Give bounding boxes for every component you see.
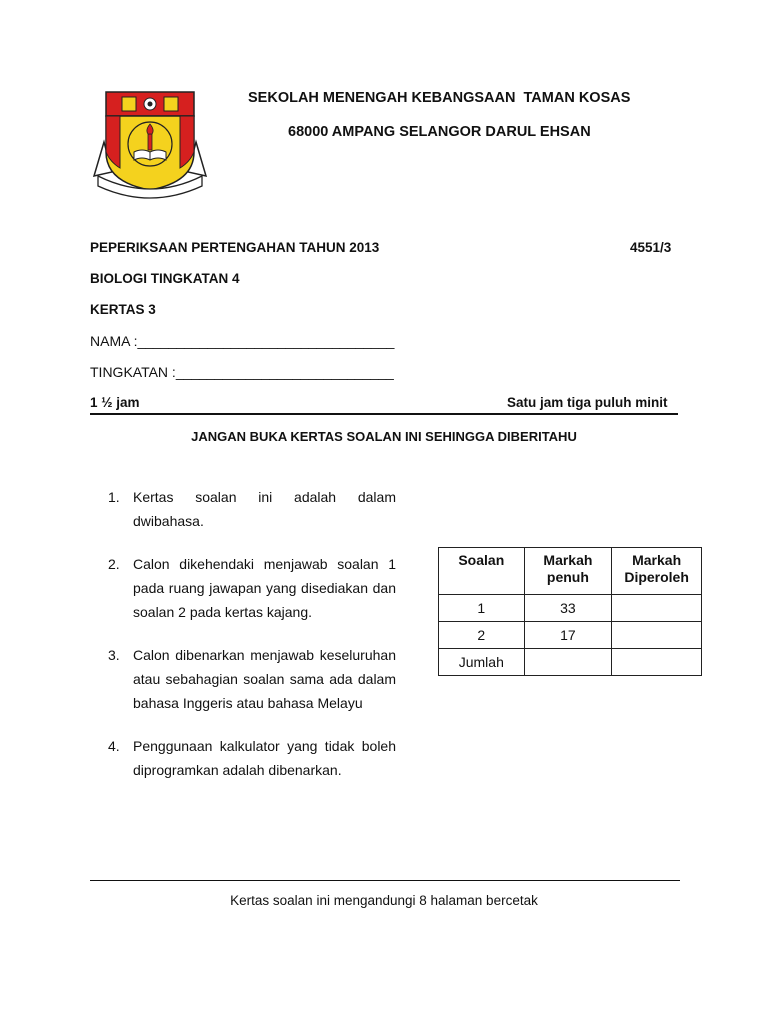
instruction-item	[108, 485, 396, 533]
duration: 1 ½ jam	[90, 395, 140, 410]
table-cell: 2	[439, 622, 525, 649]
paper-code: 4551/3	[630, 240, 672, 255]
subject-title: BIOLOGI TINGKATAN 4	[90, 271, 240, 286]
instruction-item	[108, 643, 396, 715]
name-blank: _________________________________	[137, 333, 395, 349]
school-address: 68000 AMPANG SELANGOR DARUL EHSAN	[288, 124, 591, 140]
header-markah-penuh: Markah penuh	[524, 548, 612, 595]
instruction-number: 1.	[108, 489, 120, 505]
instruction-number: 2.	[108, 556, 120, 572]
school-crest-logo	[90, 90, 210, 200]
do-not-open-warning: JANGAN BUKA KERTAS SOALAN INI SEHINGGA DIBERITAHU	[191, 429, 577, 444]
header-divider	[90, 413, 678, 415]
table-cell: Jumlah	[439, 649, 525, 676]
table-cell	[612, 649, 702, 676]
instruction-number: 4.	[108, 738, 120, 754]
page-count-note: Kertas soalan ini mengandungi 8 halaman bercetak	[230, 893, 538, 908]
instruction-item	[108, 734, 396, 782]
table-row	[439, 622, 702, 649]
table-cell: 17	[524, 622, 612, 649]
form-blank: ____________________________	[175, 364, 394, 380]
header-soalan: Soalan	[439, 548, 525, 595]
table-row	[439, 649, 702, 676]
table-cell	[612, 595, 702, 622]
instruction-text: Kertas soalan ini adalah dalam dwibahasa.	[133, 489, 396, 529]
instructions-list	[108, 485, 396, 782]
instruction-text: Calon dikehendaki menjawab soalan 1 pada ruang jawapan yang disediakan dan soalan 2 pada kertas kajang.	[133, 556, 396, 620]
instruction-text: Calon dibenarkan menjawab keseluruhan atau sebahagian soalan sama ada dalam bahasa Inggeris atau bahasa Melayu	[133, 647, 396, 711]
marks-table	[438, 547, 702, 676]
name-label: NAMA :	[90, 333, 138, 349]
school-crest-icon	[90, 90, 210, 200]
header-markah-diperoleh: Markah Diperoleh	[612, 548, 702, 595]
table-cell: 1	[439, 595, 525, 622]
table-header-row	[439, 548, 702, 595]
form-field	[90, 364, 394, 380]
table-cell	[524, 649, 612, 676]
school-name: SEKOLAH MENENGAH KEBANGSAAN TAMAN KOSAS	[248, 90, 631, 106]
duration-words: Satu jam tiga puluh minit	[507, 395, 668, 410]
exam-title: PEPERIKSAAN PERTENGAHAN TAHUN 2013	[90, 240, 380, 255]
table-cell	[612, 622, 702, 649]
form-label: TINGKATAN :	[90, 364, 176, 380]
paper-number: KERTAS 3	[90, 302, 156, 317]
instruction-text: Penggunaan kalkulator yang tidak boleh diprogramkan adalah dibenarkan.	[133, 738, 396, 778]
footer-divider	[90, 880, 680, 881]
instruction-item	[108, 552, 396, 624]
table-cell: 33	[524, 595, 612, 622]
name-field	[90, 333, 394, 349]
instruction-number: 3.	[108, 647, 120, 663]
table-row	[439, 595, 702, 622]
